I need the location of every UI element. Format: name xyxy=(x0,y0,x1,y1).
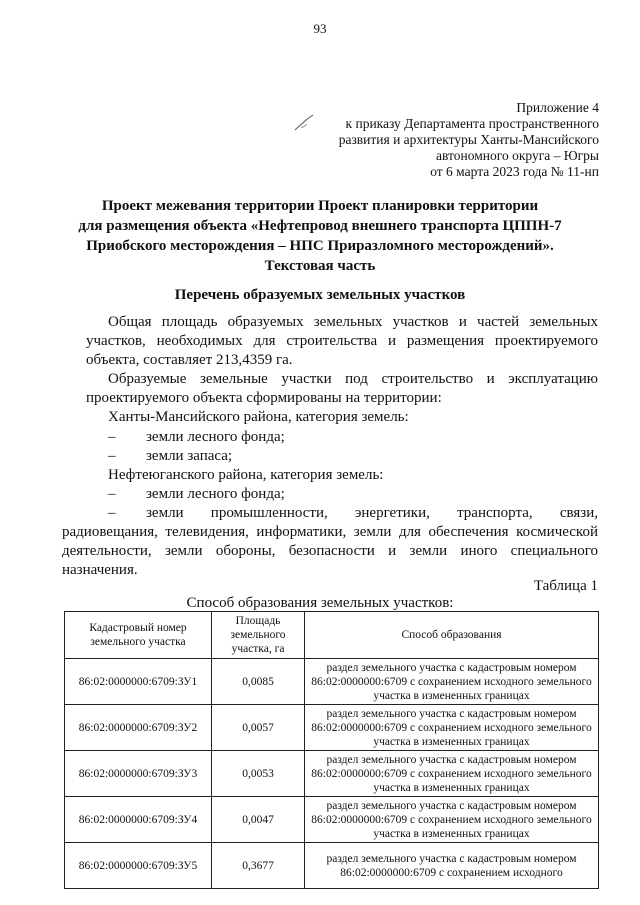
table-row xyxy=(65,843,599,889)
title-line: Приобского месторождения – НПС Приразломного месторождений». xyxy=(86,238,554,254)
appendix-line: Приложение 4 xyxy=(516,100,599,115)
method-cell: раздел земельного участка с кадастровым номером 86:02:0000000:6709 с сохранением исходного земельного участка в измененных границах xyxy=(305,659,599,705)
method-cell: раздел земельного участка с кадастровым номером 86:02:0000000:6709 с сохранением исходного xyxy=(305,843,599,889)
paragraph-line: участков, необходимых для строительства и размещения проектируемого xyxy=(86,333,598,350)
appendix-block xyxy=(339,100,599,180)
area-cell: 0,0085 xyxy=(212,659,305,705)
list-item xyxy=(86,447,598,466)
area-cell: 0,3677 xyxy=(212,843,305,889)
body-text xyxy=(62,313,598,580)
column-header: Площадь земельного участка, га xyxy=(212,612,305,659)
method-cell: раздел земельного участка с кадастровым номером 86:02:0000000:6709 с сохранением исходного земельного участка в измененных границах xyxy=(305,797,599,843)
list-item-text: земли лесного фонда; xyxy=(146,485,285,502)
column-header: Кадастровый номер земельного участка xyxy=(65,612,212,659)
land-plots-table xyxy=(64,611,599,889)
list-item xyxy=(86,428,598,447)
area-cell: 0,0047 xyxy=(212,797,305,843)
district-heading: Ханты-Мансийского района, категория земель: xyxy=(108,409,409,426)
paragraph-line: объекта, составляет 213,4359 га. xyxy=(86,352,293,369)
paragraph-line: радиовещания, телевидения, информатики, земли для обеспечения космической xyxy=(62,524,598,541)
title-line: для размещения объекта «Нефтепровод внешнего транспорта ЦППН-7 xyxy=(78,218,562,234)
area-cell: 0,0057 xyxy=(212,705,305,751)
page-number: 93 xyxy=(313,21,327,36)
list-dash: – xyxy=(108,504,116,521)
title-line: Проект межевания территории Проект планировки территории xyxy=(101,198,539,214)
list-item xyxy=(86,504,598,523)
paragraph-line: назначения. xyxy=(62,562,138,579)
cadastral-number-cell: 86:02:0000000:6709:ЗУ3 xyxy=(65,751,212,797)
list-item-text: земли промышленности, энергетики, транспорта, связи, xyxy=(146,504,598,521)
appendix-line: автономного округа – Югры xyxy=(436,148,599,163)
list-dash: – xyxy=(108,447,116,464)
area-cell: 0,0053 xyxy=(212,751,305,797)
signature-mark xyxy=(293,112,315,134)
table-caption: Способ образования земельных участков: xyxy=(186,595,454,611)
table-header-row xyxy=(65,612,599,659)
cadastral-number-cell: 86:02:0000000:6709:ЗУ1 xyxy=(65,659,212,705)
paragraph-line: Общая площадь образуемых земельных участков и частей земельных xyxy=(108,314,598,330)
paragraph-line: деятельности, земли обороны, безопасности и земли иного специального xyxy=(62,543,598,560)
cadastral-number-cell: 86:02:0000000:6709:ЗУ5 xyxy=(65,843,212,889)
list-item-text: земли лесного фонда; xyxy=(146,428,285,445)
section-heading: Перечень образуемых земельных участков xyxy=(174,287,466,303)
appendix-line: развития и архитектуры Ханты-Мансийского xyxy=(338,132,599,147)
table-row xyxy=(65,705,599,751)
column-header: Способ образования xyxy=(305,612,599,659)
cadastral-number-cell: 86:02:0000000:6709:ЗУ4 xyxy=(65,797,212,843)
method-cell: раздел земельного участка с кадастровым номером 86:02:0000000:6709 с сохранением исходного земельного участка в измененных границах xyxy=(305,751,599,797)
list-item-text: земли запаса; xyxy=(146,447,233,464)
table-label: Таблица 1 xyxy=(533,578,598,594)
method-cell: раздел земельного участка с кадастровым номером 86:02:0000000:6709 с сохранением исходного земельного участка в измененных границах xyxy=(305,705,599,751)
title-line: Текстовая часть xyxy=(264,258,376,274)
appendix-line: к приказу Департамента пространственного xyxy=(345,116,599,131)
paragraph-line: Образуемые земельные участки под строительство и эксплуатацию xyxy=(108,371,598,388)
list-dash: – xyxy=(108,485,116,502)
paragraph-line: проектируемого объекта сформированы на территории: xyxy=(86,390,442,407)
cadastral-number-cell: 86:02:0000000:6709:ЗУ2 xyxy=(65,705,212,751)
table-row xyxy=(65,797,599,843)
appendix-line: от 6 марта 2023 года № 11-нп xyxy=(430,164,599,179)
table-row xyxy=(65,751,599,797)
list-item xyxy=(86,485,598,504)
list-dash: – xyxy=(108,428,116,445)
table-row xyxy=(65,659,599,705)
district-heading: Нефтеюганского района, категория земель: xyxy=(108,466,384,483)
document-title xyxy=(40,196,600,276)
